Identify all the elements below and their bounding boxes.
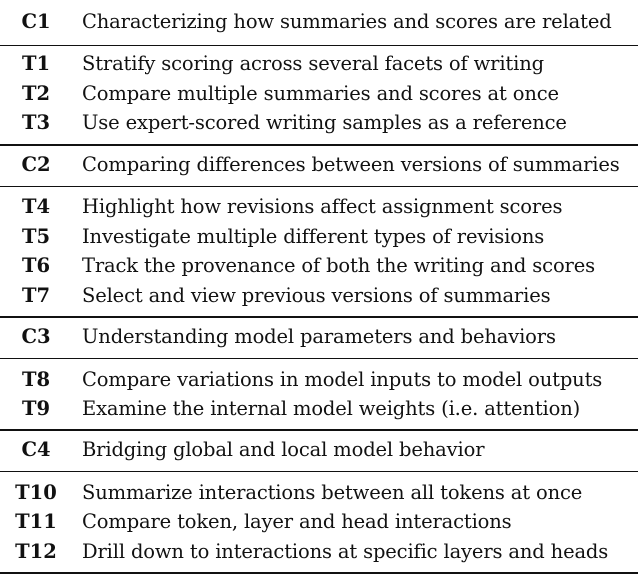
category-row-c4 [0,435,640,464]
task-row-t12 [0,537,640,566]
category-text: Characterizing how summaries and scores are related [82,10,612,33]
task-text: Select and view previous versions of summaries [82,284,551,307]
task-code: T3 [21,111,51,134]
category-text: Comparing differences between versions of summaries [82,153,620,176]
table-bottom-rule [0,572,638,574]
task-row-t8 [0,365,640,394]
category-divider [0,471,638,472]
task-code: T6 [21,254,51,277]
task-code: T4 [21,195,51,218]
category-code: C1 [21,10,51,33]
category-divider [0,45,638,46]
task-text: Summarize interactions between all tokens at once [82,481,583,504]
task-row-t4 [0,192,640,221]
category-row-c3 [0,322,640,351]
task-code: T8 [21,368,51,391]
task-row-t5 [0,222,640,251]
task-code: T10 [15,481,57,504]
category-text: Understanding model parameters and behaviors [82,325,556,348]
group-divider [0,429,638,431]
task-text: Drill down to interactions at specific layers and heads [82,540,609,563]
task-text: Highlight how revisions affect assignment scores [82,195,563,218]
task-row-t6 [0,251,640,280]
group-divider [0,316,638,318]
task-text: Examine the internal model weights (i.e. attention) [82,397,581,420]
task-row-t9 [0,394,640,423]
task-text: Stratify scoring across several facets of writing [82,52,544,75]
category-divider [0,186,638,187]
task-code: T11 [15,510,57,533]
task-text: Compare token, layer and head interactions [82,510,512,533]
task-text: Compare multiple summaries and scores at once [82,82,559,105]
task-row-t1 [0,49,640,78]
category-code: C4 [21,438,51,461]
task-code: T1 [21,52,51,75]
task-row-t2 [0,79,640,108]
task-text: Use expert-scored writing samples as a reference [82,111,567,134]
task-row-t3 [0,108,640,137]
task-row-t11 [0,507,640,536]
task-row-t7 [0,281,640,310]
category-row-c1 [0,7,640,36]
group-divider [0,144,638,146]
category-text: Bridging global and local model behavior [82,438,485,461]
task-text: Compare variations in model inputs to model outputs [82,368,603,391]
task-code: T7 [21,284,51,307]
task-text: Investigate multiple different types of revisions [82,225,545,248]
category-divider [0,358,638,359]
category-row-c2 [0,150,640,179]
task-code: T9 [21,397,51,420]
task-code: T5 [21,225,51,248]
task-code: T2 [21,82,51,105]
task-code: T12 [15,540,57,563]
task-row-t10 [0,478,640,507]
category-code: C2 [21,153,51,176]
task-text: Track the provenance of both the writing and scores [82,254,595,277]
category-code: C3 [21,325,51,348]
